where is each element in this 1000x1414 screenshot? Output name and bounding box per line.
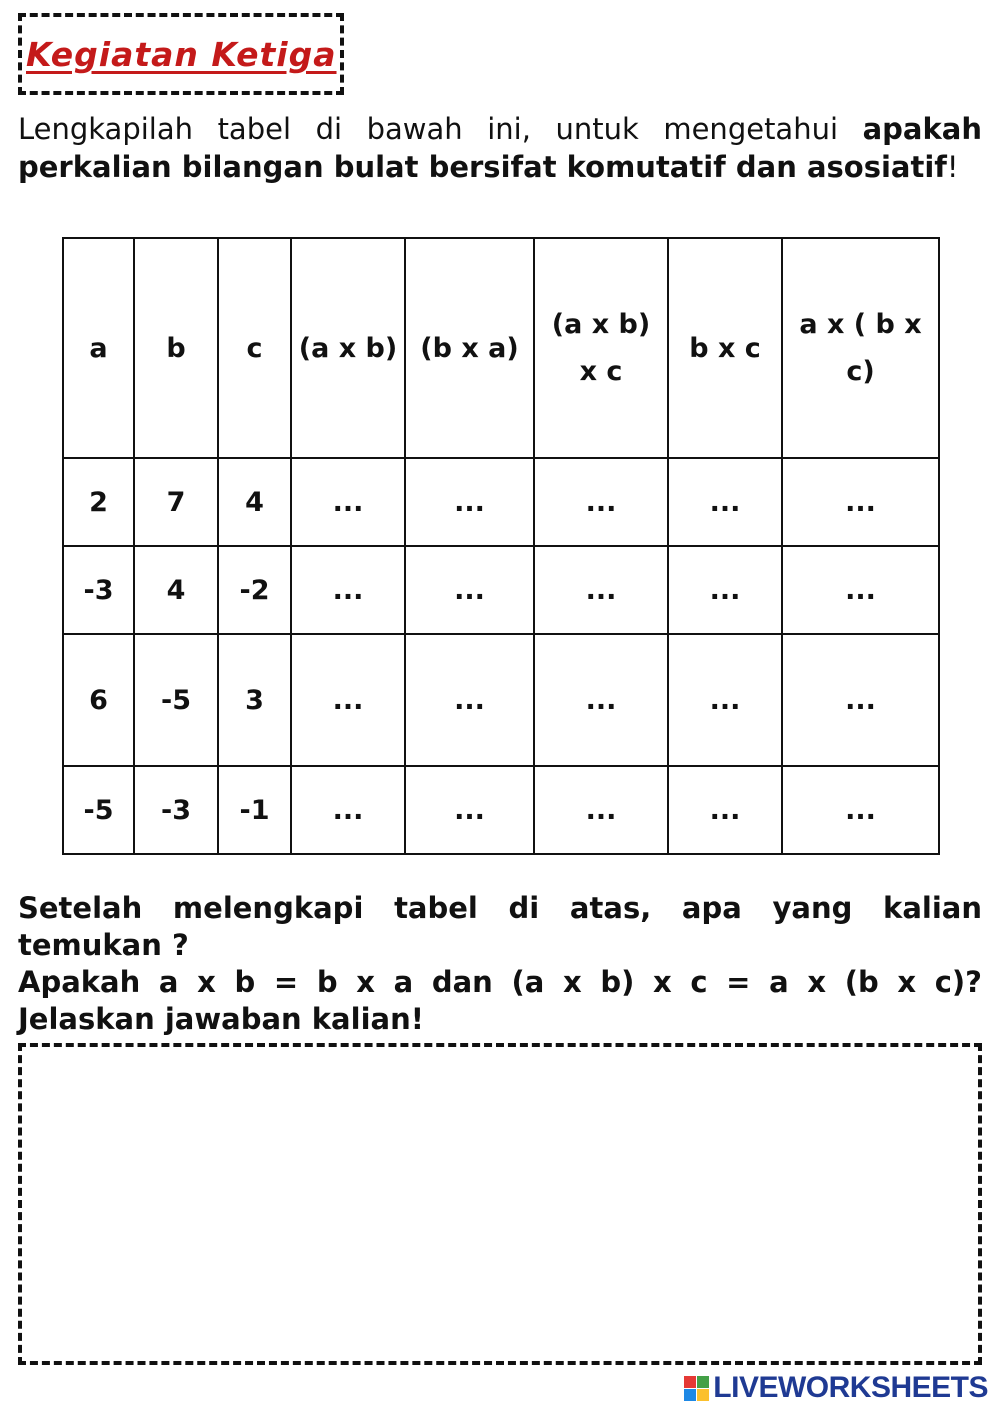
header-b: b — [134, 238, 218, 458]
answer-cell[interactable]: ... — [668, 546, 782, 634]
logo-square — [684, 1389, 696, 1401]
answer-cell[interactable]: ... — [405, 634, 534, 766]
cell-a: -3 — [63, 546, 134, 634]
table-row — [63, 546, 939, 634]
brand-label: LIVEWORKSHEETS — [713, 1371, 988, 1404]
liveworksheets-logo-icon — [684, 1376, 709, 1401]
answer-cell[interactable]: ... — [668, 766, 782, 854]
cell-a: 6 — [63, 634, 134, 766]
answer-cell[interactable]: ... — [534, 634, 668, 766]
answer-cell[interactable]: ... — [668, 634, 782, 766]
answer-cell[interactable]: ... — [668, 458, 782, 546]
answer-cell[interactable]: ... — [405, 766, 534, 854]
question-line: Setelah melengkapi tabel di atas, apa yang kalian — [18, 891, 982, 925]
answer-cell[interactable]: ... — [534, 766, 668, 854]
cell-c: -1 — [218, 766, 291, 854]
question-line: temukan ? — [18, 928, 189, 962]
cell-a: 2 — [63, 458, 134, 546]
title-box — [18, 13, 344, 95]
header-b-times-a: (b x a) — [405, 238, 534, 458]
cell-b: 7 — [134, 458, 218, 546]
answer-cell[interactable]: ... — [291, 766, 405, 854]
cell-c: 4 — [218, 458, 291, 546]
answer-text-box[interactable] — [18, 1043, 982, 1365]
header-ab-times-c: (a x b) x c — [534, 238, 668, 458]
instruction-bold: apakah perkalian bilangan bulat bersifat komutatif dan asosiatif — [18, 112, 982, 184]
logo-square — [697, 1376, 709, 1388]
answer-cell[interactable]: ... — [782, 766, 939, 854]
header-a-times-bc: a x ( b x c) — [782, 238, 939, 458]
answer-cell[interactable]: ... — [405, 546, 534, 634]
questions-block — [18, 890, 982, 1038]
header-b-times-c: b x c — [668, 238, 782, 458]
table-row — [63, 634, 939, 766]
answer-cell[interactable]: ... — [291, 546, 405, 634]
table-row — [63, 766, 939, 854]
instruction-end: ! — [946, 150, 959, 184]
table-header-row — [63, 238, 939, 458]
answer-cell[interactable]: ... — [782, 458, 939, 546]
question-line: Jelaskan jawaban kalian! — [18, 1002, 424, 1036]
answer-cell[interactable]: ... — [291, 458, 405, 546]
cell-c: -2 — [218, 546, 291, 634]
answer-cell[interactable]: ... — [405, 458, 534, 546]
multiplication-table — [62, 237, 940, 855]
cell-b: 4 — [134, 546, 218, 634]
answer-cell[interactable]: ... — [291, 634, 405, 766]
answer-cell[interactable]: ... — [782, 546, 939, 634]
answer-cell[interactable]: ... — [534, 458, 668, 546]
activity-title: Kegiatan Ketiga — [26, 35, 337, 74]
instruction-normal: Lengkapilah tabel di bawah ini, untuk mengetahui — [18, 112, 863, 146]
answer-cell[interactable]: ... — [782, 634, 939, 766]
cell-b: -3 — [134, 766, 218, 854]
cell-c: 3 — [218, 634, 291, 766]
logo-square — [697, 1389, 709, 1401]
header-a: a — [63, 238, 134, 458]
table-row — [63, 458, 939, 546]
logo-square — [684, 1376, 696, 1388]
question-line: Apakah a x b = b x a dan (a x b) x c = a x (b x c)? — [18, 965, 982, 999]
instruction-text — [18, 110, 982, 186]
header-c: c — [218, 238, 291, 458]
header-a-times-b: (a x b) — [291, 238, 405, 458]
cell-a: -5 — [63, 766, 134, 854]
liveworksheets-brand — [684, 1370, 988, 1406]
cell-b: -5 — [134, 634, 218, 766]
answer-cell[interactable]: ... — [534, 546, 668, 634]
